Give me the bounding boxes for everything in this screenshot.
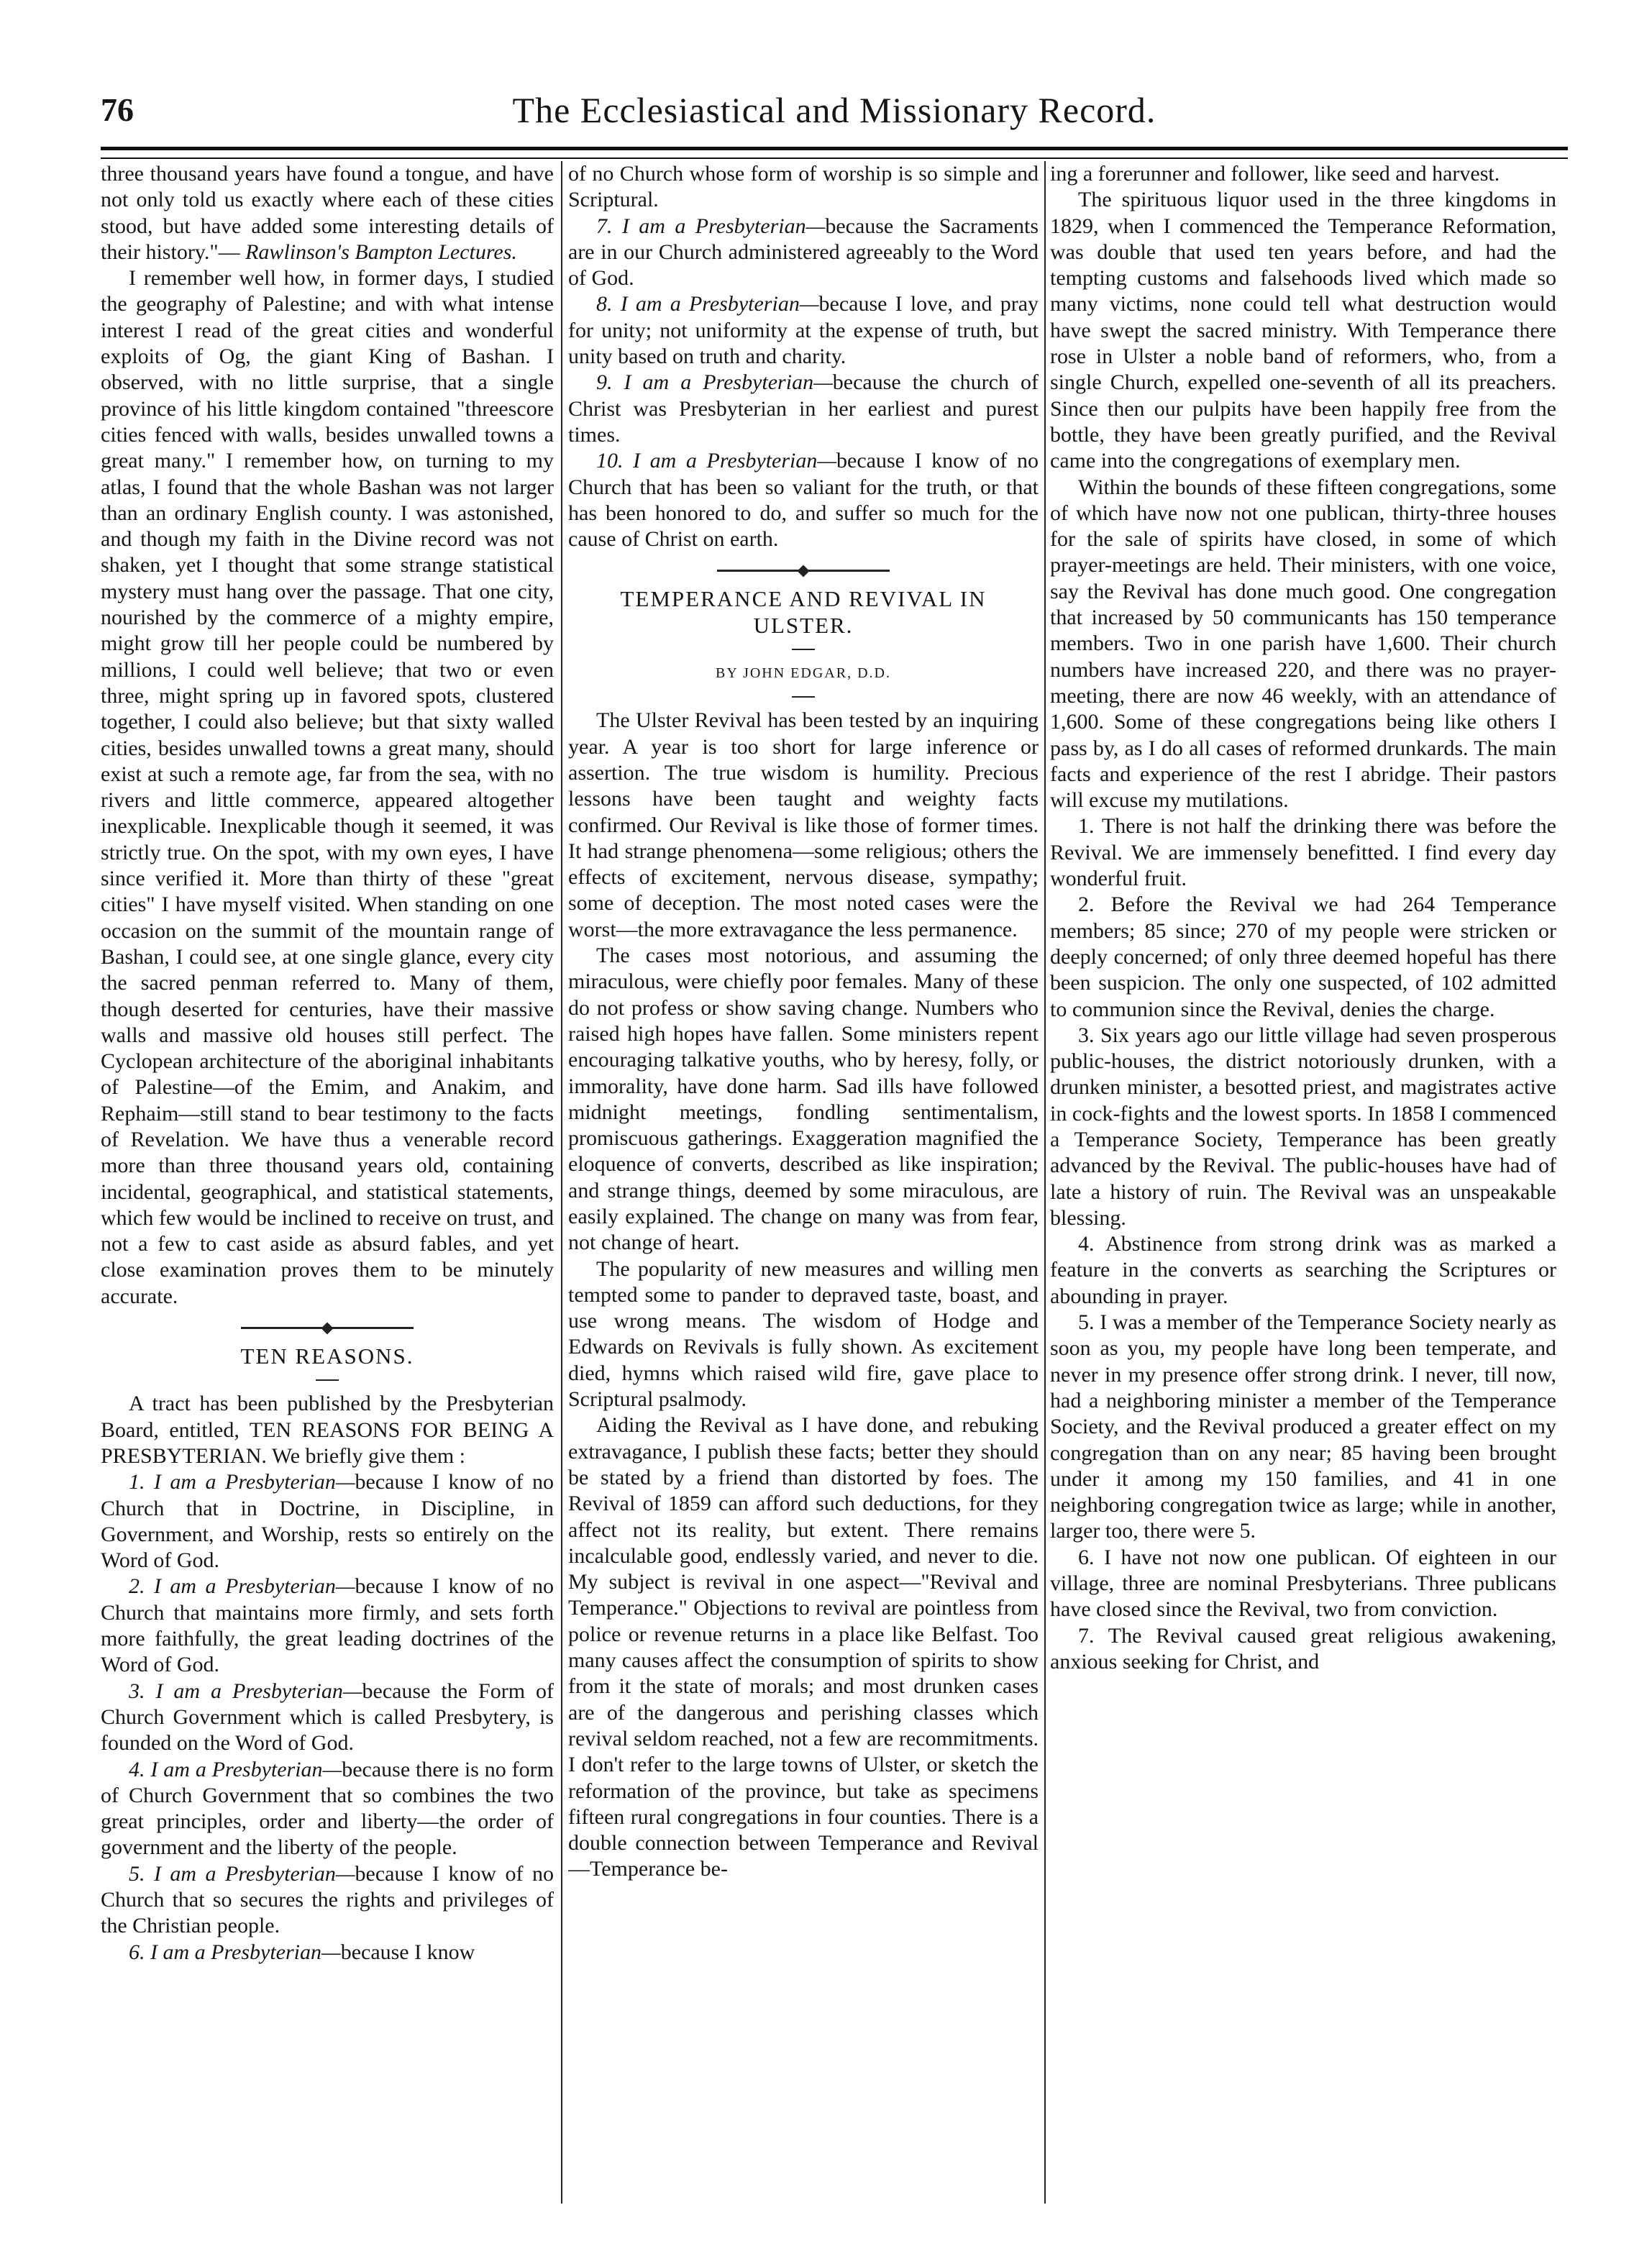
page-header xyxy=(101,78,1568,135)
column-divider xyxy=(1044,161,1046,2204)
reason-item: of no Church whose form of worship is so simple and Scriptural. xyxy=(568,162,1039,212)
title-dash xyxy=(316,1379,339,1381)
section-divider xyxy=(717,570,890,572)
section-title: TEN REASONS. xyxy=(240,1343,414,1369)
numbered-item: 1. There is not half the drinking there was before the Revival. We are immensely benefitted. I find every day wonderful fruit. xyxy=(1050,814,1556,891)
column-3 xyxy=(1050,161,1556,2204)
column-1 xyxy=(101,161,554,2204)
section-divider xyxy=(241,1327,414,1329)
reason-item: 2. I am a Presbyterian—because I know of no Church that maintains more firmly, and sets forth more faithfully, the great leading doctrines of the Word of God. xyxy=(101,1574,554,1677)
paragraph: ing a forerunner and follower, like seed and harvest. xyxy=(1050,162,1500,186)
source-citation: Rawlinson's Bampton Lectures. xyxy=(245,239,517,264)
paragraph: I remember well how, in former days, I studied the geography of Palestine; and with what intense interest I read of the great cities and wonderful exploits of Og, the giant King of Bashan. I observed, with no little surprise, that a single province of his little kingdom contained "threescore cities fenced with walls, besides unwalled towns a great many." I remember how, on turning to my atlas, I found that the whole Bashan was not larger than an ordinary English county. I was astonished, and though my faith in the Divine record was not shaken, yet I thought that some strange statistical mystery must hang over the passage. That one city, nourished by the commerce of a mighty empire, might grow till her people could be numbered by millions, I could well believe; that two or even three, might spring up in favored spots, clustered together, I could also believe; but that sixty walled cities, besides unwalled towns a great many, should exist at such a remote age, far from the sea, with no rivers and little commerce, appeared altogether inexplicable. Inexplicable though it seemed, it was strictly true. On the spot, with my own eyes, I have since verified it. More than thirty of these "great cities" I have myself visited. When standing on one occasion on the summit of the mountain range of Bashan, I could see, at one single glance, every city the sacred penman referred to. Many of them, though deserted for centuries, have their massive walls and massive old houses still perfect. The Cyclopean architecture of the aboriginal inhabitants of Palestine—of the Emim, and Anakim, and Rephaim—still stand to bear testimony to the facts of Revelation. We have thus a venerable record more than three thousand years old, containing incidental, geographical, and statistical statements, which few would be inclined to receive on trust, and not a few to cast aside as absurd fables, and yet close examination proves them to be minutely accurate. xyxy=(101,266,554,1308)
paragraph: Within the bounds of these fifteen congregations, some of which have now not one publican, thirty-three houses for the sale of spirits have closed, in some of which prayer-meetings are held. Their ministers, with one voice, say the Revival has done much good. One congregation that increased by 50 communicants has 150 temperance members. Two in one parish have 1,600. Their church numbers have increased 220, and there was no prayer-meeting, there are now 46 weekly, with an attendance of 1,600. Some of these congregations being like others I pass by, as I do all cases of reformed drunkards. The main facts and experience of the rest I abridge. Their pastors will excuse my mutilations. xyxy=(1050,475,1556,813)
column-2 xyxy=(568,161,1039,2204)
reason-item: 5. I am a Presbyterian—because I know of no Church that so secures the rights and privileges of the Christian people. xyxy=(101,1861,554,1938)
paragraph: The spirituous liquor used in the three kingdoms in 1829, when I commenced the Temperance Reformation, was double that used ten years before, and had the tempting customs and falsehoods lived which made so many victims, none could tell what destruction would have swept the sacred ministry. With Temperance there rose in Ulster a noble band of reformers, who, from a single Church, expelled one-seventh of all its preachers. Since then our pulpits have been happily free from the bottle, they have been greatly purified, and the Revival came into the congregations of exemplary men. xyxy=(1050,188,1556,473)
header-rule xyxy=(101,147,1568,159)
title-dash xyxy=(792,696,815,698)
paragraph: The Ulster Revival has been tested by an inquiring year. A year is too short for large inference or assertion. The true wisdom is humility. Precious lessons have been taught and weighty facts confirmed. Our Revival is like those of former times. It had strange phenomena—some religious; others the effects of excitement, nervous disease, sympathy; some of deception. The most noted cases were the worst—the more extravagance the less permanence. xyxy=(568,708,1039,941)
reason-item: 6. I am a Presbyterian—because I know xyxy=(129,1940,475,1964)
reason-item: 7. I am a Presbyterian—because the Sacraments are in our Church administered agreeably to the Word of God. xyxy=(568,214,1039,291)
reason-item: 8. I am a Presbyterian—because I love, and pray for unity; not uniformity at the expense of truth, but unity based on truth and charity. xyxy=(568,292,1039,369)
reason-item: 4. I am a Presbyterian—because there is no form of Church Government that so combines the two great principles, order and liberty—the order of government and the liberty of the people. xyxy=(101,1757,554,1860)
numbered-item: 2. Before the Revival we had 264 Temperance members; 85 since; 270 of my people were stricken or deeply concerned; of only three deemed hopeful has there been suspicion. The only one suspected, of 102 admitted to communion since the Revival, denies the charge. xyxy=(1050,893,1556,1021)
paragraph: The cases most notorious, and assuming the miraculous, were chiefly poor females. Many of these do not profess or show saving change. Numbers who raised high hopes have fallen. Some ministers repent encouraging talkative youths, who by heresy, folly, or immorality, have done harm. Sad ills have followed midnight meetings, fondling sentimentalism, promiscuous gatherings. Exaggeration magnified the eloquence of converts, described as like inspiration; and strange things, deemed by some miraculous, are easily explained. The change on many was from fear, not change of heart. xyxy=(568,944,1039,1255)
numbered-item: 7. The Revival caused great religious awakening, anxious seeking for Christ, and xyxy=(1050,1623,1556,1674)
numbered-item: 3. Six years ago our little village had seven prosperous public-houses, the district notoriously drunken, with a drunken minister, a besotted priest, and magistrates active in cock-fights and the lowest sports. In 1858 I commenced a Temperance Society, Temperance has been greatly advanced by the Revival. The public-houses have had of late a history of ruin. The Revival was an unspeakable blessing. xyxy=(1050,1023,1556,1230)
reason-item: 1. I am a Presbyterian—because I know of no Church that in Doctrine, in Discipline, in Government, and Worship, rests so entirely on the Word of God. xyxy=(101,1470,554,1573)
paragraph: three thousand years have found a tongue, and have not only told us exactly where each of these cities stood, but have added some interesting details of their history."— Rawlinson's Bampton Lectures. xyxy=(101,162,554,264)
title-dash xyxy=(792,649,815,650)
reason-item: 10. I am a Presbyterian—because I know of no Church that has been so valiant for the truth, or that has been honored to do, and suffer so much for the cause of Christ on earth. xyxy=(568,449,1039,552)
section-title: TEMPERANCE AND REVIVAL IN ULSTER. xyxy=(620,586,987,638)
column-divider xyxy=(561,161,562,2204)
reason-item: 9. I am a Presbyterian—because the church of Christ was Presbyterian in her earliest and purest times. xyxy=(568,370,1039,447)
paragraph: The popularity of new measures and willing men tempted some to pander to depraved taste, boast, and use wrong means. The wisdom of Hodge and Edwards on Revivals is fully shown. As excitement died, hymns which raised wild fire, gave place to Scriptural psalmody. xyxy=(568,1256,1039,1412)
paragraph: Aiding the Revival as I have done, and rebuking extravagance, I publish these facts; better they should be stated by a friend than distorted by foes. The Revival of 1859 can afford such deductions, for they affect not its reality, but extent. There remains incalculable good, endlessly varied, and never to die. My subject is revival in one aspect—"Revival and Temperance." Objections to revival are pointless from police or revenue returns in a place like Belfast. Too many causes affect the consumption of spirits to show from it the state of morals; and most drunken cases are of the dangerous and perishing classes which revival seldom reached, not a few are recommitments. I don't refer to the large towns of Ulster, or sketch the reformation of the province, but take as specimens fifteen rural congregations in four counties. There is a double connection between Temperance and Revival—Temperance be- xyxy=(568,1413,1039,1881)
numbered-item: 5. I was a member of the Temperance Society nearly as soon as you, my people have long been temperate, and never in my presence offer strong drink. I never, till now, had a neighboring minister a member of the Temperance Society, and the Revival produced a greater effect on my congregation than on any near; 85 having been brought under it among my 150 families, and 41 in one neighboring congregation twice as large; while in another, larger too, there were 5. xyxy=(1050,1310,1556,1543)
numbered-item: 6. I have not now one publican. Of eighteen in our village, three are nominal Presbyterians. Three publicans have closed since the Revival, two from conviction. xyxy=(1050,1545,1556,1622)
reason-item: 3. I am a Presbyterian—because the Form of Church Government which is called Presbytery, is founded on the Word of God. xyxy=(101,1679,554,1756)
running-title: The Ecclesiastical and Missionary Record. xyxy=(512,90,1156,130)
page-number: 76 xyxy=(101,91,134,128)
byline: BY JOHN EDGAR, D.D. xyxy=(716,665,891,682)
numbered-item: 4. Abstinence from strong drink was as marked a feature in the converts as searching the Scriptures or abounding in prayer. xyxy=(1050,1232,1556,1308)
paragraph: A tract has been published by the Presbyterian Board, entitled, TEN REASONS FOR BEING A PRESBYTERIAN. We briefly give them : xyxy=(101,1392,554,1468)
